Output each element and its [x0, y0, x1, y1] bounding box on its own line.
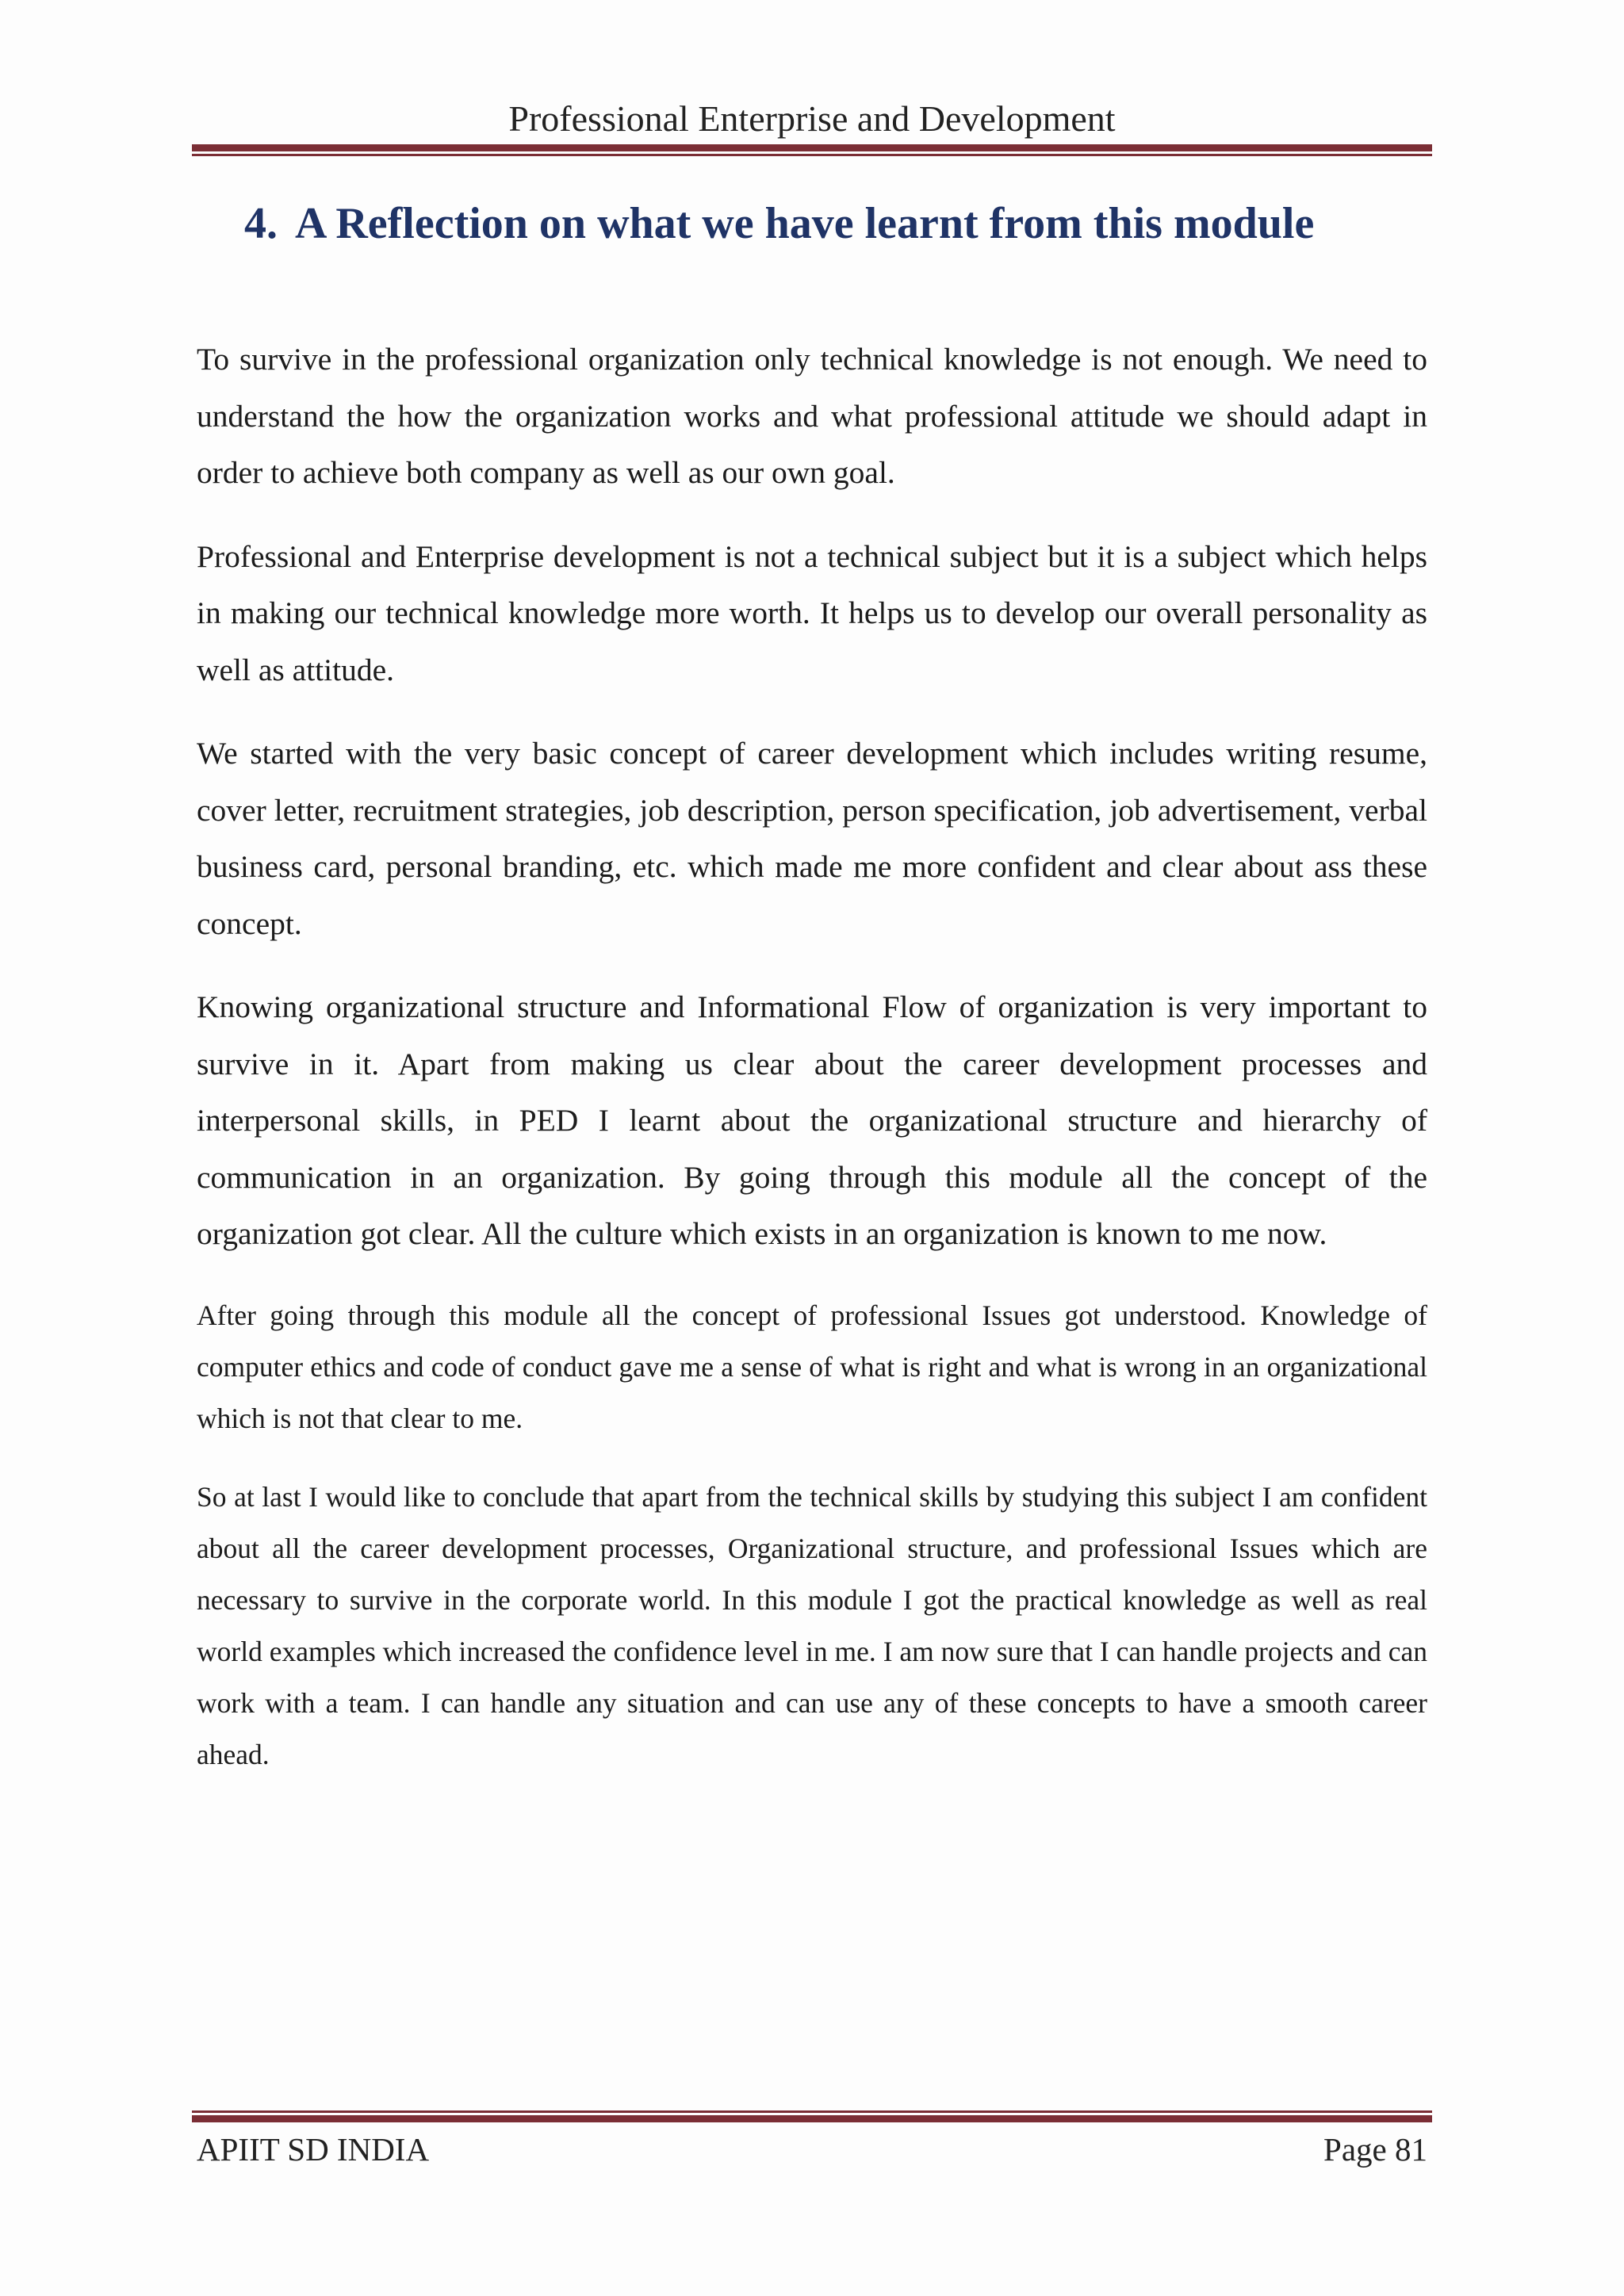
- paragraph: To survive in the professional organization only technical knowledge is not enough. We need to understand the how the organization works and what professional attitude we should adapt in order to achieve both company as well as our own goal.: [197, 342, 1427, 490]
- paragraph: We started with the very basic concept of career development which includes writing resume, cover letter, recruitment strategies, job description, person specification, job advertisement, verbal business card, personal branding, etc. which made me more confident and clear about ass these concept.: [197, 736, 1427, 941]
- paragraph: Professional and Enterprise development is not a technical subject but it is a subject which helps in making our technical knowledge more worth. It helps us to develop our overall personality as well as attitude.: [197, 538, 1427, 687]
- footer-rule-thin: [192, 2110, 1432, 2113]
- header-rule-thick: [192, 144, 1432, 151]
- footer-rule-thick: [192, 2115, 1432, 2122]
- footer-organization: APIIT SD INDIA: [197, 2131, 430, 2168]
- section-title: A Reflection on what we have learnt from this module: [295, 199, 1315, 248]
- footer-page-number: Page 81: [1323, 2131, 1427, 2168]
- header-rule-thin: [192, 154, 1432, 156]
- section-heading: [244, 195, 1434, 252]
- page-header-title: Professional Enterprise and Development: [508, 98, 1116, 139]
- paragraph: Knowing organizational structure and Informational Flow of organization is very important to survive in it. Apart from making us clear about the career development processes and interpersonal skills, in PED I learnt about the organizational structure and hierarchy of communication in an organization. By going through this module all the concept of the organization got clear. All the culture which exists in an organization is known to me now.: [197, 989, 1427, 1251]
- section-number: 4.: [244, 199, 278, 248]
- paragraph: After going through this module all the concept of professional Issues got understood. Knowledge of computer ethics and code of conduct gave me a sense of what is right and what is wrong in an organizational which is not that clear to me.: [197, 1299, 1427, 1434]
- paragraph: So at last I would like to conclude that apart from the technical skills by studying this subject I am confident about all the career development processes, Organizational structure, and professional Issues which are necessary to survive in the corporate world. In this module I got the practical knowledge as well as real world examples which increased the confidence level in me. I am now sure that I can handle projects and can work with a team. I can handle any situation and can use any of these concepts to have a smooth career ahead.: [197, 1480, 1427, 1770]
- body-content: [197, 331, 1427, 1808]
